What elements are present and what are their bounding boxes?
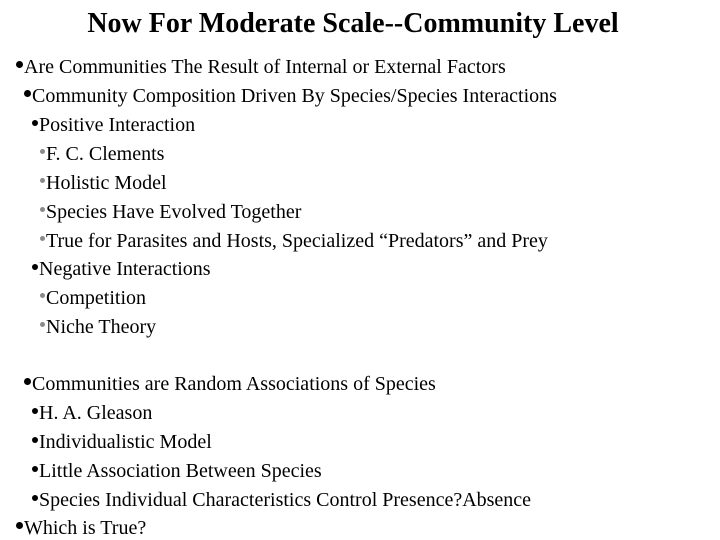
bullet-text: Negative Interactions: [39, 258, 211, 280]
bullet-text: Competition: [46, 287, 146, 309]
bullet-text: H. A. Gleason: [39, 402, 153, 424]
bullet-text: Are Communities The Result of Internal or External Factors: [24, 56, 506, 78]
bullet-dot-icon: [40, 149, 45, 154]
bullet-dot-icon: [40, 236, 45, 241]
bullet-item: [16, 516, 146, 540]
bullet-dot-icon: [32, 120, 38, 126]
bullet-dot-icon: [32, 437, 38, 443]
bullet-text: Communities are Random Associations of Species: [32, 373, 436, 395]
bullet-item: [40, 229, 548, 253]
bullet-text: Niche Theory: [46, 316, 157, 338]
bullet-item: [32, 113, 195, 137]
bullet-item: [24, 84, 557, 108]
bullet-item: [32, 459, 322, 483]
bullet-dot-icon: [32, 264, 38, 270]
bullet-text: Little Association Between Species: [39, 460, 322, 482]
bullet-item: [32, 257, 211, 281]
bullet-dot-icon: [32, 495, 38, 501]
bullet-text: Which is True?: [24, 517, 147, 539]
slide-title: Now For Moderate Scale--Community Level: [87, 8, 619, 39]
bullet-item: [32, 401, 152, 425]
bullet-text: Species Have Evolved Together: [46, 201, 302, 223]
bullet-text: Individualistic Model: [39, 431, 212, 453]
bullet-dot-icon: [16, 61, 23, 68]
bullet-dot-icon: [16, 522, 23, 529]
bullet-dot-icon: [24, 90, 31, 97]
bullet-dot-icon: [40, 207, 45, 212]
bullet-dot-icon: [40, 178, 45, 183]
bullet-text: Species Individual Characteristics Control Presence?Absence: [39, 489, 532, 511]
bullet-item: [40, 315, 156, 339]
bullet-item: [40, 171, 167, 195]
bullet-dot-icon: [24, 378, 31, 385]
bullet-item: [32, 430, 212, 454]
bullet-text: Positive Interaction: [39, 114, 196, 136]
bullet-text: F. C. Clements: [46, 143, 165, 165]
bullet-dot-icon: [40, 322, 45, 327]
bullet-text: True for Parasites and Hosts, Specialized “Predators” and Prey: [46, 230, 548, 252]
bullet-item: [16, 55, 506, 79]
bullet-dot-icon: [32, 466, 38, 472]
bullet-item: [40, 200, 301, 224]
bullet-text: Holistic Model: [46, 172, 167, 194]
bullet-dot-icon: [32, 408, 38, 414]
bullet-dot-icon: [40, 293, 45, 298]
bullet-item: [24, 372, 436, 396]
bullet-text: Community Composition Driven By Species/Species Interactions: [32, 85, 557, 107]
bullet-item: [40, 286, 146, 310]
bullet-item: [32, 488, 531, 512]
bullet-item: [40, 142, 164, 166]
